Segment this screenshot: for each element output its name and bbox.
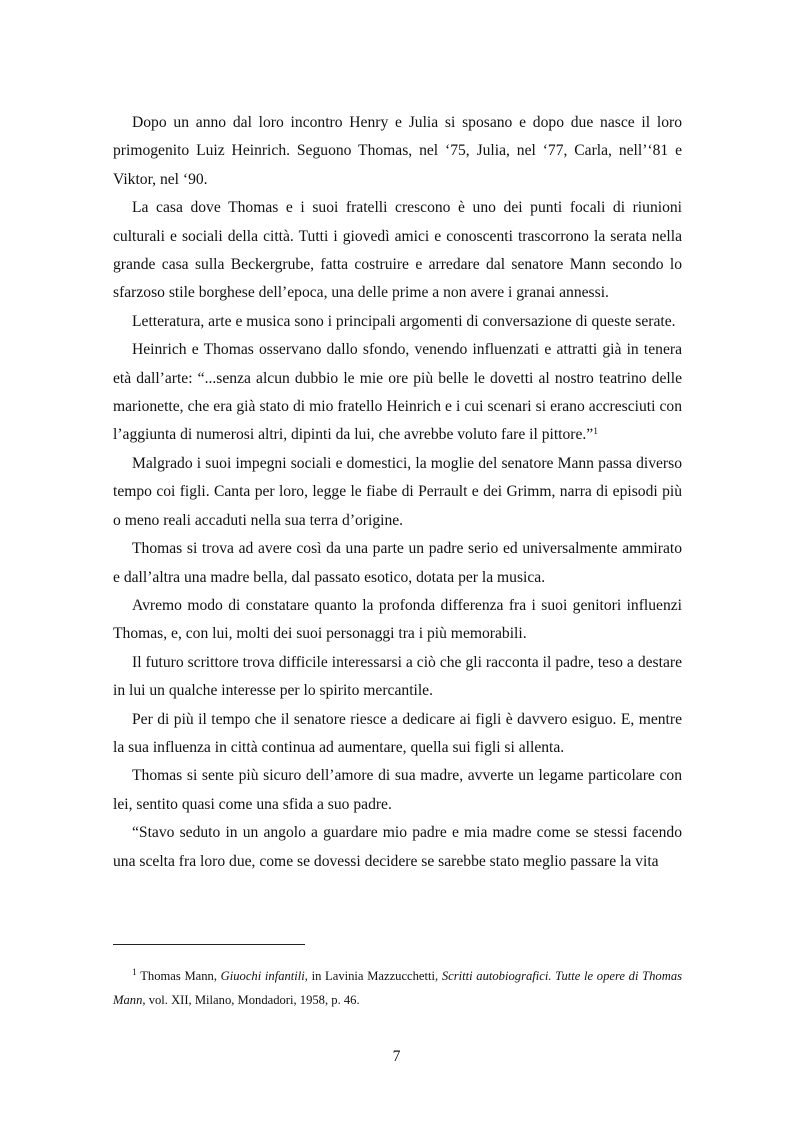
paragraph-11: “Stavo seduto in un angolo a guardare mio padre e mia madre come se stessi facendo una scelta fra loro due, come se dovessi decidere se sarebbe stato meglio passare la vita — [113, 824, 682, 870]
paragraph-6: Thomas si trova ad avere così da una parte un padre serio ed universalmente ammirato e dall’altra una madre bella, dal passato esotico, dotata per la musica. — [113, 540, 682, 586]
paragraph-8: Il futuro scrittore trova difficile interessarsi a ciò che gli racconta il padre, teso a destare in lui un qualche interesse per lo spirito mercantile. — [113, 653, 682, 700]
paragraph-9: Per di più il tempo che il senatore riesce a dedicare ai figli è davvero esiguo. E, mentre la sua influenza in città continua ad aumentare, quella sui figli si allenta. — [113, 710, 682, 756]
paragraph-4-text: Heinrich e Thomas osservano dallo sfondo, venendo influenzati e attratti già in tenera età dall’arte: “...senza alcun dubbio le mie ore più belle le dovetti al nostro teatrino delle marionette, che era già stato di mio fratello Heinrich e i cui scenari si erano accresciuti con l’aggiunta di numerosi altri, dipinti da lui, che avrebbe voluto fare il pittore.” — [113, 341, 682, 444]
paragraph-5: Malgrado i suoi impegni sociali e domestici, la moglie del senatore Mann passa diverso tempo coi figli. Canta per loro, legge le fiabe di Perrault e dei Grimm, narra di episodi più o meno reali accaduti nella sua terra d’origine. — [113, 454, 682, 529]
paragraph-7: Avremo modo di constatare quanto la profonda differenza fra i suoi genitori influenzi Thomas, e, con lui, molti dei suoi personaggi tra i più memorabili. — [113, 596, 682, 643]
footnote-1 — [113, 964, 682, 1012]
main-text — [113, 109, 682, 876]
footnote-separator — [113, 944, 305, 945]
paragraph-3: Letteratura, arte e musica sono i principali argomenti di conversazione di queste serate. — [132, 312, 676, 330]
paragraph-10: Thomas si sente più sicuro dell’amore di sua madre, avverte un legame particolare con lei, sentito quasi come una sfida a suo padre. — [113, 767, 682, 813]
footnote-reference[interactable]: 1 — [593, 427, 598, 438]
footnote-author: Thomas Mann, — [140, 969, 221, 983]
footnote-number: 1 — [132, 968, 137, 978]
paragraph-2: La casa dove Thomas e i suoi fratelli crescono è uno dei punti focali di riunioni culturali e sociali della città. Tutti i giovedì amici e conoscenti trascorrono la serata nella grande casa sulla Beckergrube, fatta costruire e arredare dal senatore Mann secondo lo sfarzoso stile borghese dell’epoca, una delle prime a non avere i granai annessi. — [113, 199, 682, 302]
paragraph-4 — [113, 336, 682, 450]
footnote-collection-title: Scritti autobiografici. Tutte le opere di Thomas Mann — [113, 969, 683, 1007]
page-number: 7 — [392, 1048, 401, 1065]
footnote-middle: , in Lavinia Mazzucchetti, — [304, 969, 442, 983]
footnote-tail: , vol. XII, Milano, Mondadori, 1958, p. 46. — [142, 993, 360, 1007]
paragraph-1: Dopo un anno dal loro incontro Henry e Julia si sposano e dopo due nasce il loro primogenito Luiz Heinrich. Seguono Thomas, nel ‘75, Julia, nel ‘77, Carla, nell’‘81 e Viktor, nel ‘90. — [113, 114, 682, 188]
footnote-work-title: Giuochi infantili — [220, 969, 305, 983]
